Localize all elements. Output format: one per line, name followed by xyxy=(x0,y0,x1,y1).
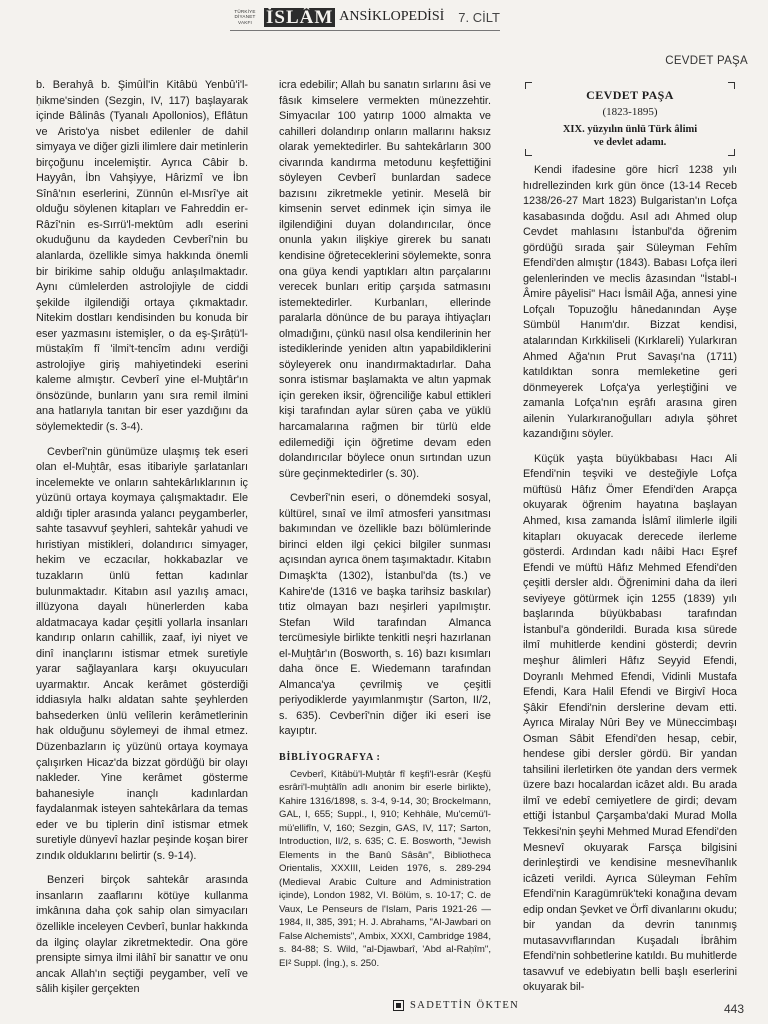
paragraph: Benzeri birçok sahtekâr arasında insanların zaaflarını kötüye kullanma imkânına daha çok sahip olan simyacıları özellikle inceleyen Cevberî, bunlar hakkında da ilginç olaylar zikretmektedir. Ona göre prensipte simya ilmi ilâhî bir sanattır ve onu ancak Allah'ın seçtiği peygamber, velî ve sâlih kişiler gerçekten xyxy=(36,874,248,996)
encyclopedia-title-rest: ANSİKLOPEDİSİ xyxy=(339,9,445,24)
paragraph: b. Berahyâ b. Şimûİl'in Kitâbü Yenbû'i'l-ḥikme'sinden (Sezgin, IV, 117) başlayarak içinde Bâlinâs (Tyanalı Apollonios), Eflâtun ve Aristo'ya nisbet edilenler de dahil simyaya ve diğer gizli ilimlere dair metinlerin birçoğunu incelemiştir. Ayrıca Câbir b. Hayyân, İbn Vahşiyye, Hârizmî ve İbn Sînâ'nın eserlerini, Zünnûn el-Mısrî'ye ait olduğu söylenen kitapları ve Fahreddin er-Râzî'nin es-Sırrü'l-mektûm adlı eserini okuduğunu da kaydeden Cevberî'nin bu alanlarda, özellikle simya hakkında önemli bir birikime sahip olduğu anlaşılmaktadır. Aynı cümlelerden astrolojiyle de ciddi şekilde ilgilendiği ortaya çıkmaktadır. Nitekim dostları kendisinden bu konuda bir eser yazmasını istemişler, o da eş-Şırâṭü'l-müstaḳîm fî 'ilmi't-tencîm adını verdiği astrolojiye giriş mahiyetindeki eserini kaleme almıştır. Cevberî yine el-Muḫtâr'ın önsözünde, bunların yanı sıra remil ilmini ana hatlarıyla tanıtan bir eser yazdığını da söylemektedir (s. 3-4). xyxy=(36,79,248,434)
running-head: CEVDET PAŞA xyxy=(665,55,748,67)
text-column-1 xyxy=(36,78,248,998)
publisher-mark xyxy=(230,9,260,25)
text-column-2 xyxy=(279,78,491,970)
text-column-3 xyxy=(523,163,737,996)
publisher-line: VAKFI xyxy=(238,19,252,25)
volume-label: 7. CİLT xyxy=(458,9,500,25)
publisher-line: DİYANET xyxy=(234,14,256,20)
corner-bracket-icon xyxy=(525,149,532,156)
author-name: SADETTİN ÖKTEN xyxy=(410,1000,520,1011)
entry-description-line: XIX. yüzyılın ünlü Türk âlimi xyxy=(562,124,698,135)
entry-description xyxy=(525,123,735,149)
page-number: 443 xyxy=(723,1002,744,1016)
bibliography-text: Cevberî, Kitâbü'l-Muḫtâr fî keşfi'l-esrâr (Keşfü esrâri'l-muḫtâlîn adlı anonim bir eserle birlikte), Kahire 1316/1898, s. 3-4, 9-14, 30; Brockelmann, GAL, I, 655; Suppl., I, 910; Kehhâle, Mu'cemü'l-mü'ellifîn, V, 160; Sezgin, GAS, IV, 117; Sarton, Introduction, II/2, s. 635; C. E. Bosworth, "Jewish Elements in the Banû Sâsân", Bibliotheca Orientalis, XXXIII, Leiden 1976, s. 289-294 (Medieval Arabic Culture and Administration içinde), London 1982, VI. Bölüm, s. 10-17; C. de Vaux, Le Penseurs de l'Islam, Paris 1921-26 — 1984, II, 385, 391; H. J. Abrahams, "Al-Jawbari on False Alchemists", Ambix, XXXI, Cambridge 1984, s. 84-88; S. Wild, "al-Djawbarî, 'Abd al-Raḥîm", EI² Suppl. (İng.), s. 250. xyxy=(279,768,491,969)
entry-title: CEVDET PAŞA xyxy=(586,88,674,102)
bibliography-heading: BİBLİYOGRAFYA : xyxy=(279,751,381,763)
corner-bracket-icon xyxy=(728,82,735,89)
paragraph: Cevberî'nin eseri, o dönemdeki sosyal, kültürel, sınaî ve ilmî atmosferi yansıtması bakımından ve özellikle bazı bölümlerinde birinci elden ilgi çekici bilgiler sunması açısından ayrıca önem taşımaktadır. Kitabın Dımaşk'ta (1302), İstanbul'da (ts.) ve Kahire'de (1316 ve başka tarihsiz baskılar) tıtiz olmayan bazı neşirleri yapılmıştır. Stefan Wild tarafından Almanca tercümesiyle birlikte tenkitli neşri hazırlanan el-Muḫtâr'ın (Bosworth, s. 16) bazı kısımları daha önce E. Wiedemann tarafından Almanca'ya çevrilmiş ve çeşitli periyodiklerde yayımlanmıştır (Sarton, II/2, s. 635). Cevberî'nin diğer iki eseri ise kayıptır. xyxy=(279,492,491,738)
encyclopedia-title-main: İSLÂM xyxy=(266,6,334,28)
author-signature xyxy=(393,1000,519,1011)
author-mark-icon xyxy=(393,1000,404,1011)
publisher-line: TÜRKİYE xyxy=(234,9,256,15)
paragraph: icra edebilir; Allah bu sanatın sırlarını âsi ve fâsık kimselere vermekten münezzehtir. Simyacılar 100 yatırıp 1000 almakta ve cahilleri dolandırıp onların mallarını haksız olarak yemektedirler. Bu sahtekârların 300 civarında kandırma metodunu keşfettiğini söyleyen Cevberî bunlardan sadece bazısını zikretmekle yetinir. Meselâ bir kimsenin servet edinmek için simya ile ilgilendiğini duyan dolandırıcılar, önce onunla yakın ilişkiye girerek bu sanatı kendisine öğreteceklerini söylemekte, sonra ona güya kendi yaptıkları altın parçalarını verecek bunları eritip çarşıda satmasını istemektedirler. Kurbanları, ellerinde paralarla dönünce de bu paraya ihtiyaçları olmadığını, çünkü nasıl olsa kendilerinin her istediklerinde yeniden altın yapabildiklerini söyleyerek onu inandırmaktadırlar. Daha sonra istismar başlamakta ve altın yapmak için gereken iksir, öğrenciliğe kabul ettikleri kişi tarafından aylar süren çaba ve yüklü harcamalarına rağmen bir türlü elde edilemediği için öğretime devam eden dolandırıcılar böylece onun sırtından uzun süre geçinmektedirler (s. 30). xyxy=(279,79,491,480)
entry-dates: (1823-1895) xyxy=(602,106,658,118)
corner-bracket-icon xyxy=(728,149,735,156)
entry-description-line: ve devlet adamı. xyxy=(593,137,667,148)
paragraph: Cevberî'nin günümüze ulaşmış tek eseri olan el-Muḫtâr, esas itibariyle şarlatanları incelemekte ve onların sahtekârlıklarının iç yüzünü ortaya koymaya çalışmaktadır. Ele aldığı tipler arasında yalancı peygamberler, sahte tasavvuf şeyhleri, sahtekâr yahudi ve hıristiyan mistikleri, dolandırıcı simyager, hekim ve eczacılar, hokkabazlar ve tuzakların ünlü fettan kadınlar bulunmaktadır. Kitabın asıl yazılış amacı, illüzyona dayalı hünerlerden kaba aldatmacaya kadar çeşitli yollarla insanları kandırıp onların cahillik, zaaf, iyi niyet ve dinî inançlarını istismar etmek suretiyle yarar sağlayanlara karşı okuyucuları uyarmaktır. Ancak kerâmet gösterdiği iddiasıyla halkı aldatan sahte şeyhlerden bahsederken ünlü velîlerin kerâmetlerinin hak olduğunu söylemeyi de ihmal etmez. Düzenbazların iç yüzünü ortaya koymaya çalışırken Hicaz'da bizzat gördüğü bir olayı nakleder. Yine kerâmet gösterme bahanesiyle inançlı kadınlardan faydalanmak isteyen sahtekârlara da temas eder ve bu tiplerin dinî istismar etmek suretiyle dünyevî hazlar peşinde koşan birer zındık olduklarını belirtir (s. 9-14). xyxy=(36,445,248,862)
corner-bracket-icon xyxy=(525,82,532,89)
paragraph: Küçük yaşta büyükbabası Hacı Ali Efendi'nin teşviki ve desteğiyle Lofça müftüsü Hâfız Ömer Efendi'den Arapça okuyarak öğrenim hayatına başlayan Ahmed, kısa zamanda İslâmî ilimlerle ilgili kitapları okuyacak derecede ilerleme gösterdi. Ardından kadı nâibi Hacı Eşref Efendi ve müftü Hâfız Mehmed Efendi'den çeşitli dersler aldı. Öğrenimini daha da ileri seviyeye götürmek için 1255 (1839) yılı başlarında büyükbabası tarafından İstanbul'a gönderildi. Burada kısa sürede ilmî muhitlerde kendini gösterdi; devrin meşhur âlimleri Hâfız Seyyid Efendi, Doyranlı Mehmed Efendi, Vidinli Mustafa Efendi, Kara Halil Efendi ve Birgivî Hoca Şâkir Efendi'nin derslerine devam etti. Ayrıca Miralay Nûri Bey ve Müneccimbaşı Osman Sâbit Efendi'den hesap, cebir, hendese gibi dersler gördü. Bir yandan tahsilini ilerletirken öte yandan ders vermek üzere bazı hocalardan icâzet aldı. Bu arada ilmî ve edebî cemiyetlere de girdi; devam ettiği İstanbul Çarşamba'daki Murad Molla Tekkesi'nin şeyhi Mehmed Murad Efendi'den Mesnevî okuyarak Farsça bilgisini derinleştirdi ve kendisine mesnevîhanlık icâzeti verildi. Ayrıca Süleyman Fehîm Efendi'nin Karagümrük'teki konağına devam edip ondan Şevket ve Örfî divanlarını okudu; bir yandan da devrin tanınmış mutasavvıflarından Kuşadalı İbrâhim Efendi'nin sohbetlerine katıldı. Bu muhitlerde tasavvuf ve edebiyatın belli başlı eserlerini okuyarak bil- xyxy=(523,452,737,994)
entry-header xyxy=(525,82,735,156)
paragraph: Kendi ifadesine göre hicrî 1238 yılı hıdrellezinden kırk gün önce (13-14 Receb 1238/26-27 Mart 1823) Bulgaristan'ın Lofça kasabasında doğdu. Asıl adı Ahmed olup Cevdet mahlasını İstanbul'da öğrenim gördüğü sırada şair Süleyman Fehîm Efendi'den almıştır (1843). Babası Lofça ileri gelenlerinden ve meclis âzasından "İstabl-ı Âmire pâyelisi" Hacı İsmâil Ağa, annesi yine Lofçalı Topuzoğlu hânedanından Ayşe Sümbül Hanım'dır. Bizzat kendisi, atalarından Kırkkiliseli (Kırklareli) Yularkıran Ahmed Ağa'nın Prut Savaşı'na (1711) katıldıktan sonra memleketine geri dönmeyerek Lofça'ya yerleştiğini ve zamanla Lofça'nın eşrâfı arasına giren ailenin Yularkıranoğulları adıyla şöhret kazandığını söyler. xyxy=(523,164,737,441)
masthead xyxy=(230,6,500,31)
